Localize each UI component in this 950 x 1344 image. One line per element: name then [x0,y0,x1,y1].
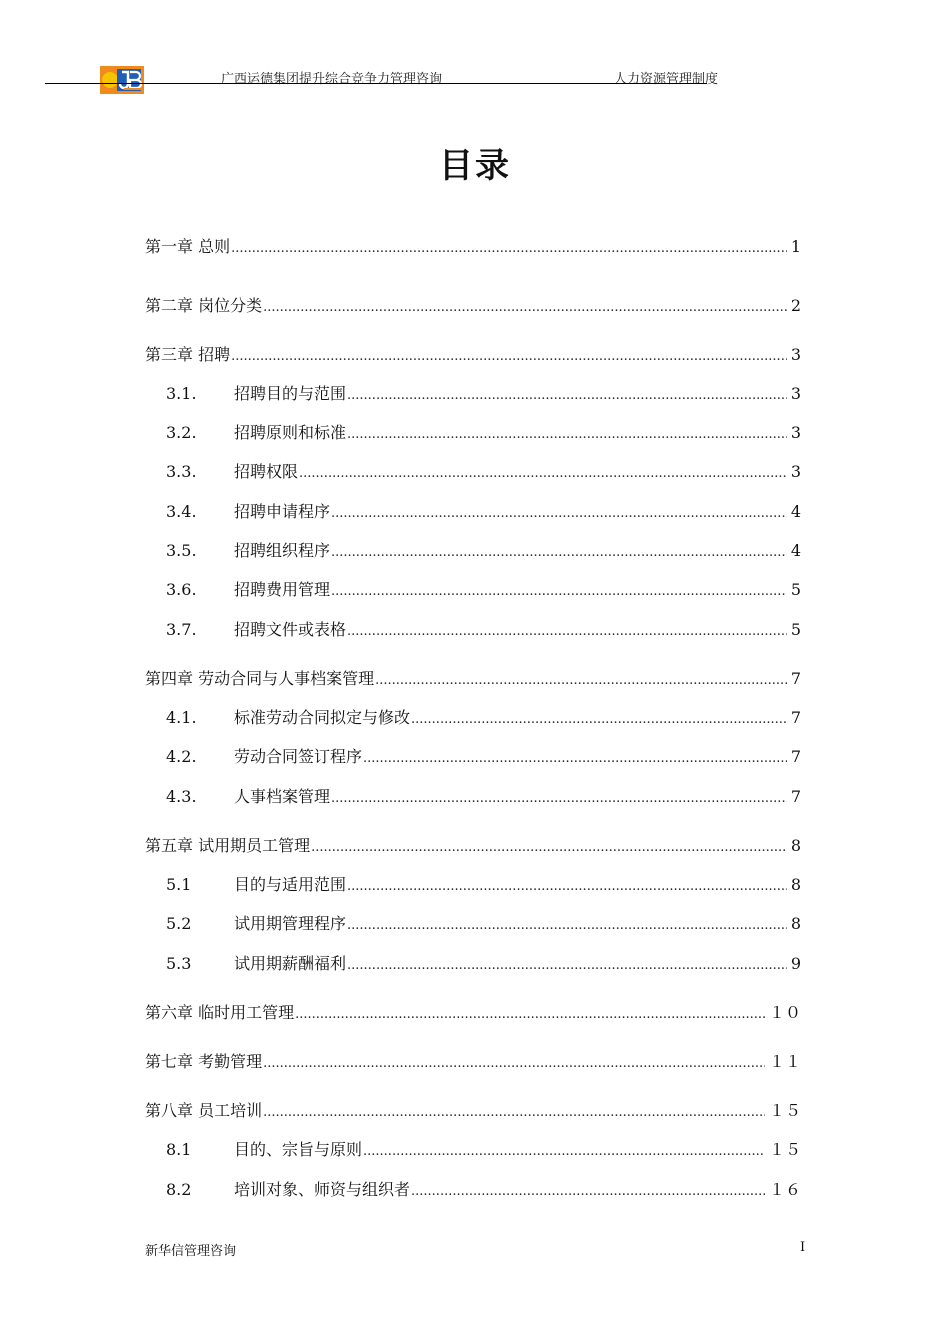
toc-entry-label: 第六章 临时用工管理 [145,1003,295,1022]
toc-page-number: 5 [790,580,801,599]
toc-entry-label: 目的与适用范围 [234,875,347,894]
toc-page-number: １１ [768,1052,801,1071]
toc-chapter-entry[interactable] [145,833,801,855]
toc-page-number: 4 [790,541,801,560]
toc-entry-label: 培训对象、师资与组织者 [234,1180,411,1199]
toc-dot-leader [331,506,787,521]
toc-dot-leader [231,349,787,364]
header-divider [45,83,707,84]
toc-section-entry[interactable] [166,784,801,806]
toc-section-entry[interactable] [166,617,801,639]
toc-dot-leader [331,791,787,806]
toc-dot-leader [347,427,787,442]
toc-entry-label: 第八章 员工培训 [145,1101,263,1120]
toc-entry-label: 第四章 劳动合同与人事档案管理 [145,669,375,688]
toc-page-number: 3 [790,345,801,364]
toc-entry-label: 第七章 考勤管理 [145,1052,263,1071]
toc-page-number: １５ [768,1101,801,1120]
toc-dot-leader [347,958,787,973]
company-logo-icon [100,66,144,94]
toc-dot-leader [331,584,787,599]
toc-chapter-entry[interactable] [145,666,801,688]
toc-section-entry[interactable] [166,911,801,933]
toc-section-entry[interactable] [166,538,801,560]
toc-page-number: 8 [790,914,801,933]
toc-entry-label: 招聘组织程序 [234,541,331,560]
toc-section-number: 4.1. [166,708,197,727]
toc-page-number: 9 [790,954,801,973]
toc-dot-leader [347,624,787,639]
toc-entry-label: 劳动合同签订程序 [234,747,363,766]
toc-section-number: 4.3. [166,787,197,806]
toc-page-number: 2 [790,296,801,315]
toc-entry-label: 第二章 岗位分类 [145,296,263,315]
toc-section-entry[interactable] [166,705,801,727]
toc-section-entry[interactable] [166,381,801,403]
toc-dot-leader [263,300,787,315]
toc-section-number: 3.4. [166,502,197,521]
toc-dot-leader [331,545,787,560]
toc-entry-label: 招聘费用管理 [234,580,331,599]
toc-entry-label: 目的、宗旨与原则 [234,1140,363,1159]
toc-dot-leader [263,1056,765,1071]
toc-section-entry[interactable] [166,577,801,599]
toc-page-number: 1 [790,237,801,256]
toc-page-number: 7 [790,787,801,806]
toc-section-number: 5.1 [166,875,192,894]
toc-entry-label: 第一章 总则 [145,237,231,256]
toc-section-entry[interactable] [166,499,801,521]
toc-dot-leader [295,1007,765,1022]
toc-page-number: 4 [790,502,801,521]
toc-page-number: 3 [790,462,801,481]
toc-entry-label: 招聘文件或表格 [234,620,347,639]
toc-dot-leader [299,466,787,481]
toc-page-number: １５ [768,1140,801,1159]
page-title: 目录 [439,146,511,186]
toc-page-number: 7 [790,708,801,727]
toc-dot-leader [363,751,787,766]
toc-page-number: 3 [790,384,801,403]
toc-dot-leader [347,388,787,403]
toc-section-number: 3.3. [166,462,197,481]
footer-page-number: I [800,1240,806,1255]
footer-company: 新华信管理咨询 [145,1244,237,1259]
toc-section-number: 3.1. [166,384,197,403]
toc-entry-label: 招聘权限 [234,462,299,481]
toc-dot-leader [347,879,787,894]
toc-dot-leader [363,1144,765,1159]
toc-chapter-entry[interactable] [145,1000,801,1022]
toc-entry-label: 人事档案管理 [234,787,331,806]
toc-section-number: 8.2 [166,1180,192,1199]
toc-entry-label: 试用期薪酬福利 [234,954,347,973]
toc-dot-leader [231,241,787,256]
toc-page-number: 7 [790,747,801,766]
toc-entry-label: 标准劳动合同拟定与修改 [234,708,411,727]
toc-page-number: 8 [790,836,801,855]
toc-section-entry[interactable] [166,951,801,973]
toc-page-number: 5 [790,620,801,639]
toc-section-number: 8.1 [166,1140,192,1159]
toc-page-number: １６ [768,1180,801,1199]
toc-chapter-entry[interactable] [145,234,801,256]
header-company-project: 广西运德集团提升综合竞争力管理咨询 [221,72,443,87]
toc-chapter-entry[interactable] [145,342,801,364]
toc-section-entry[interactable] [166,872,801,894]
toc-section-entry[interactable] [166,744,801,766]
toc-dot-leader [263,1105,765,1120]
toc-dot-leader [347,918,787,933]
toc-page-number: １０ [768,1003,801,1022]
toc-section-number: 5.3 [166,954,192,973]
toc-entry-label: 第五章 试用期员工管理 [145,836,311,855]
toc-section-number: 3.5. [166,541,197,560]
toc-dot-leader [411,712,787,727]
toc-section-number: 4.2. [166,747,197,766]
toc-page-number: 3 [790,423,801,442]
toc-section-number: 3.7. [166,620,197,639]
header-document-name: 人力资源管理制度 [614,72,719,87]
toc-section-number: 5.2 [166,914,192,933]
toc-dot-leader [311,840,787,855]
toc-chapter-entry[interactable] [145,1049,801,1071]
toc-dot-leader [375,673,787,688]
toc-entry-label: 第三章 招聘 [145,345,231,364]
toc-section-number: 3.6. [166,580,197,599]
toc-entry-label: 试用期管理程序 [234,914,347,933]
toc-section-entry[interactable] [166,459,801,481]
toc-page-number: 8 [790,875,801,894]
toc-section-entry[interactable] [166,1137,801,1159]
toc-entry-label: 招聘目的与范围 [234,384,347,403]
toc-page-number: 7 [790,669,801,688]
toc-dot-leader [411,1184,765,1199]
toc-entry-label: 招聘原则和标准 [234,423,347,442]
toc-chapter-entry[interactable] [145,1098,801,1120]
toc-chapter-entry[interactable] [145,293,801,315]
toc-section-number: 3.2. [166,423,197,442]
toc-section-entry[interactable] [166,420,801,442]
toc-entry-label: 招聘申请程序 [234,502,331,521]
toc-section-entry[interactable] [166,1177,801,1199]
